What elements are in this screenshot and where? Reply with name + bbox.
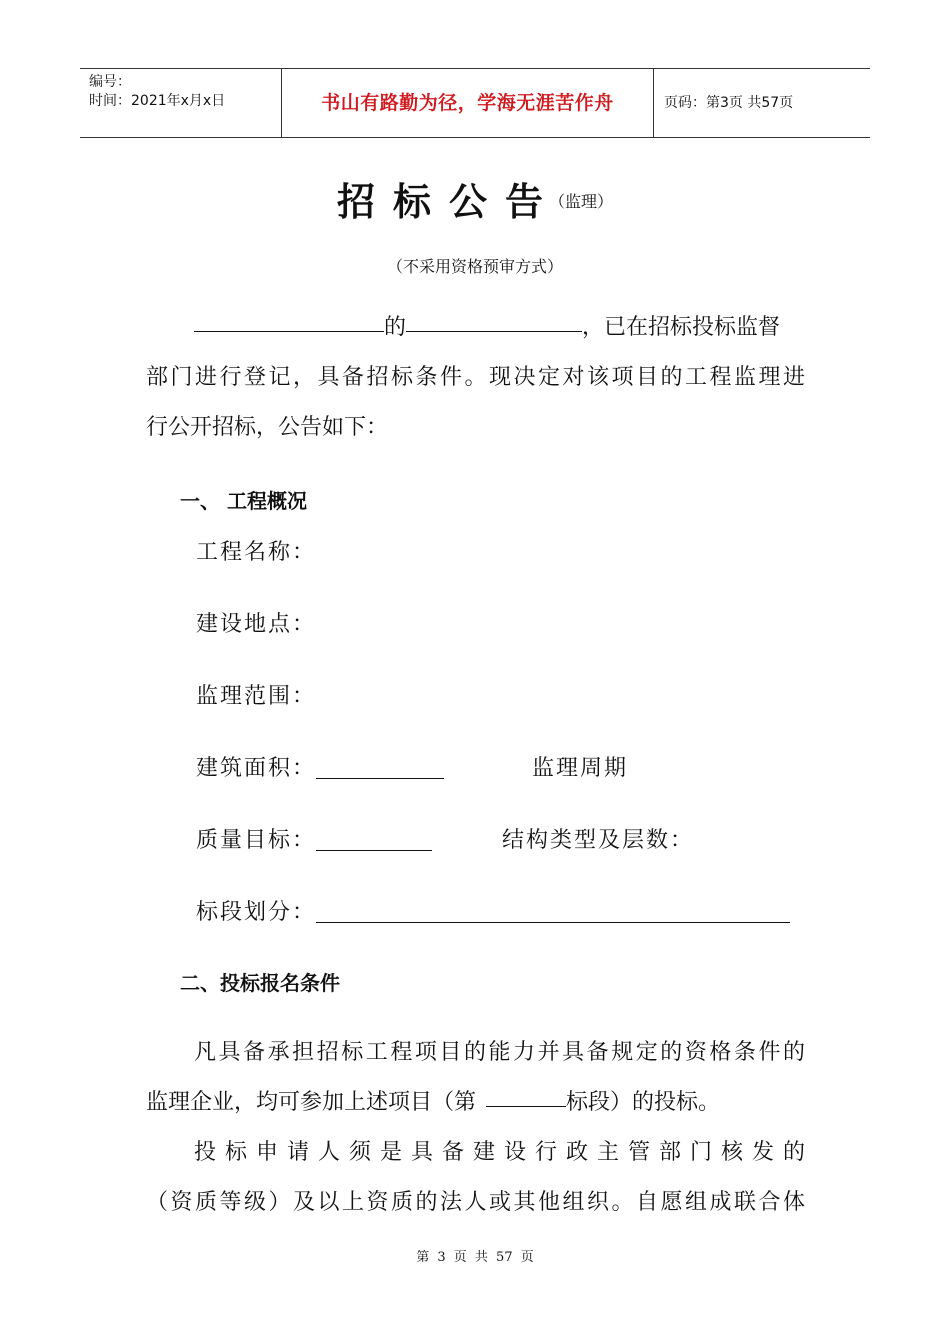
title-main: 招标公告: [336, 179, 561, 224]
lot-number-blank: [486, 1088, 566, 1107]
reg-line-4: （资质等级）及以上资质的法人或其他组织。自愿组成联合体: [146, 1190, 806, 1215]
owner-blank: [194, 313, 384, 332]
section-heading-registration: 二、投标报名条件: [180, 971, 340, 995]
intro-line-2: 部门进行登记，具备招标条件。现决定对该项目的工程监理进: [146, 365, 806, 390]
document-title: [0, 171, 950, 226]
intro-connector: 的: [384, 315, 407, 340]
field-location: 建设地点：: [196, 612, 317, 637]
intro-text-a: ，已在招标投标监督: [582, 315, 781, 340]
quality-blank: [316, 832, 432, 851]
header-page-info: 页码：第3页 共57页: [664, 95, 794, 111]
time-label: 时间：2021年x月x日: [89, 93, 226, 109]
page-footer: 第 3 页 共 57 页: [416, 1250, 534, 1265]
field-row-lots: [196, 895, 790, 926]
field-project-name: 工程名称：: [196, 540, 317, 565]
header-slogan: 书山有路勤为径，学海无涯苦作舟: [282, 69, 654, 137]
field-scope: 监理范围：: [196, 684, 317, 709]
area-blank: [316, 760, 444, 779]
field-row-area: [196, 751, 444, 782]
field-structure: 结构类型及层数：: [502, 828, 695, 853]
number-label: 编号：: [89, 74, 131, 90]
reg-line-3: 投标申请人须是具备建设行政主管部门核发的: [194, 1140, 806, 1165]
intro-line-1: [146, 303, 806, 353]
intro-line-3: 行公开招标，公告如下：: [146, 415, 389, 440]
page-header: [80, 68, 870, 138]
section-heading-overview: 一、 工程概况: [180, 489, 307, 513]
field-area: 建筑面积：: [196, 756, 317, 781]
field-lots: 标段划分：: [196, 900, 317, 925]
header-meta: [80, 69, 282, 137]
field-row-quality: [196, 823, 432, 854]
project-blank: [406, 313, 582, 332]
lots-blank: [316, 904, 790, 923]
reg-line-2b: 标段）的投标。: [566, 1090, 721, 1115]
registration-paragraph: [146, 1028, 806, 1228]
intro-paragraph: [146, 303, 806, 453]
reg-line-2a: 监理企业，均可参加上述项目（第: [146, 1090, 477, 1115]
field-quality: 质量目标：: [196, 828, 317, 853]
document-subtitle: （不采用资格预审方式）: [386, 257, 563, 276]
reg-line-2: [146, 1078, 806, 1128]
field-period: 监理周期: [532, 756, 629, 781]
reg-line-1: 凡具备承担招标工程项目的能力并具备规定的资格条件的: [194, 1040, 806, 1065]
title-note: （监理）: [549, 192, 614, 211]
